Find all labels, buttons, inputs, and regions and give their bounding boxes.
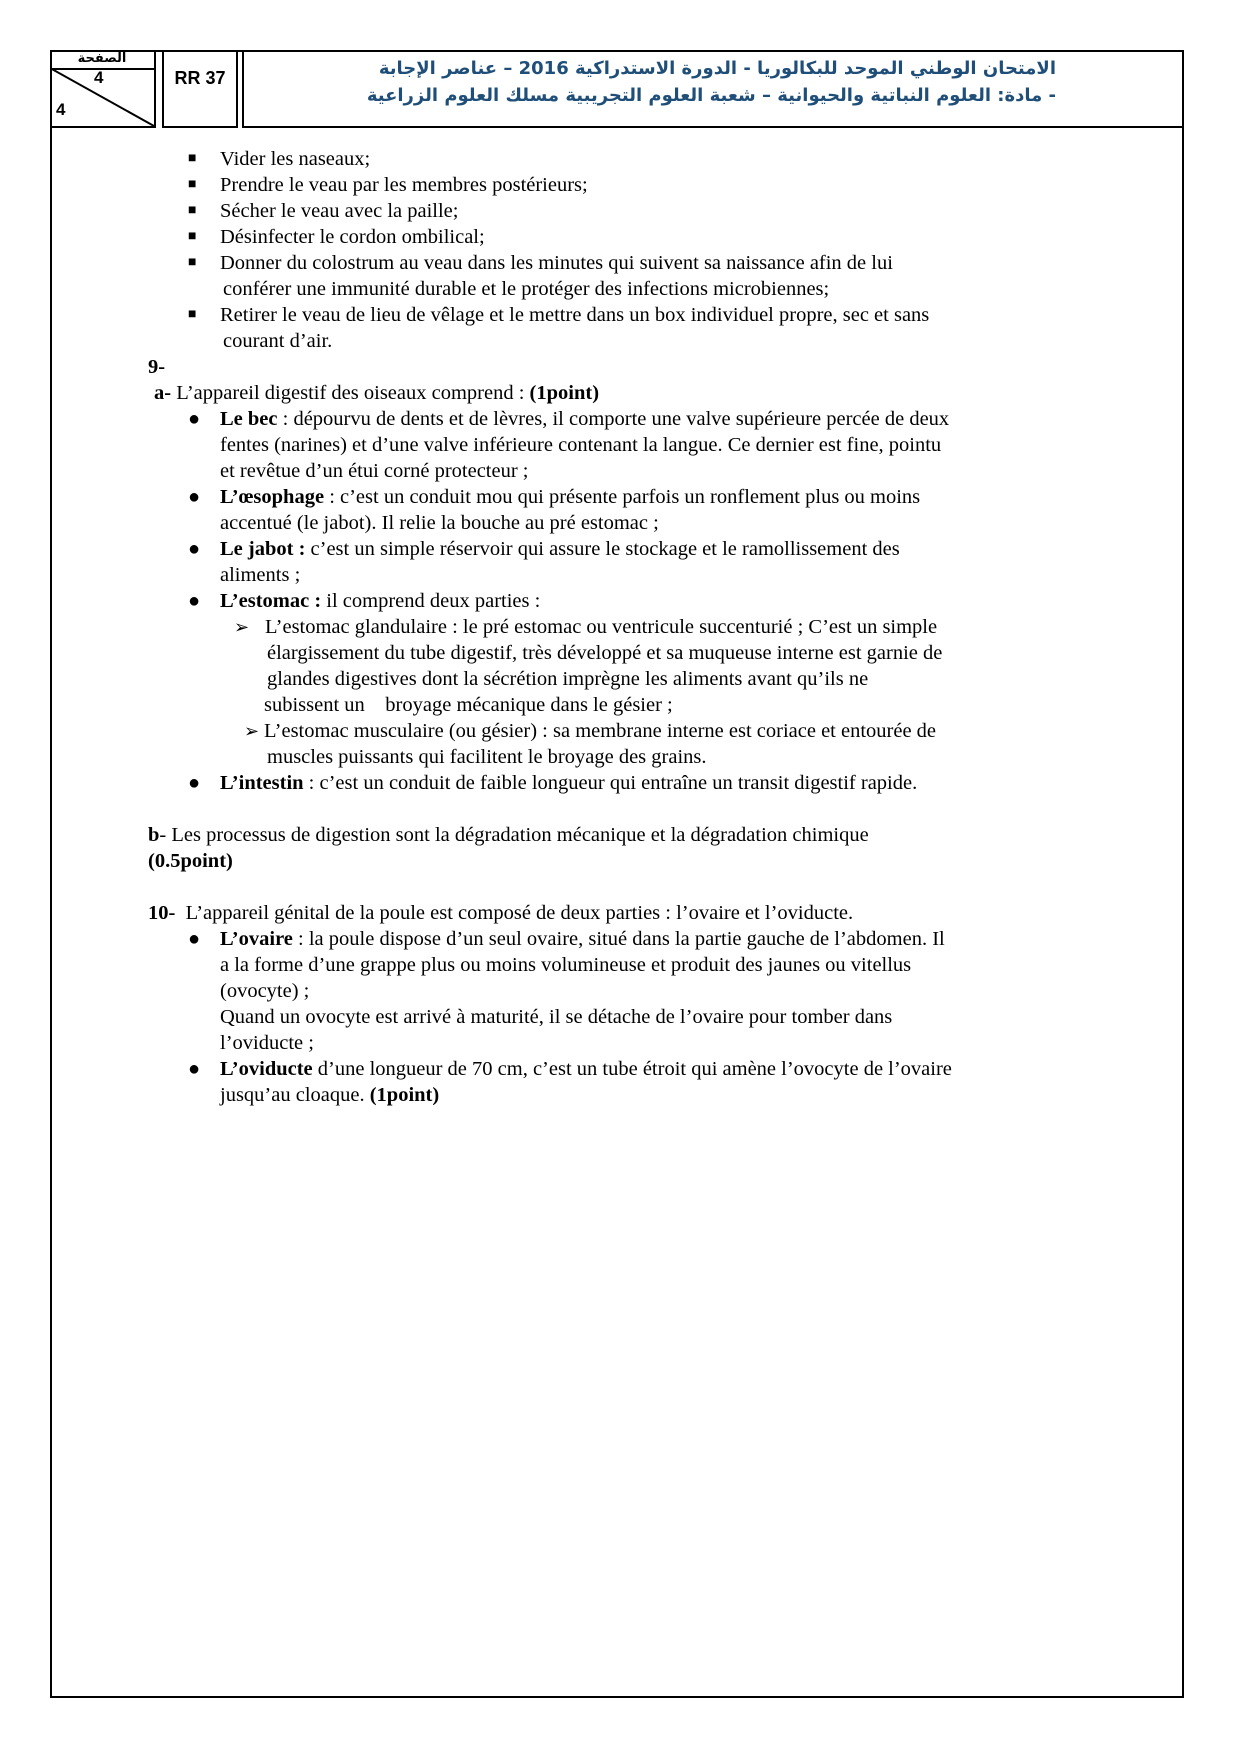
estomac-musculaire: ➢ L’estomac musculaire (ou gésier) : sa membrane interne est coriace et entourée de xyxy=(244,720,937,742)
title-line-2: - مادة: العلوم النباتية والحيوانية – شعبة العلوم التجريبية مسلك العلوم الزراعية xyxy=(366,85,1056,106)
page-number-box xyxy=(50,50,156,128)
square-bullet-icon: ■ xyxy=(188,151,197,166)
list-item: ■ Retirer le veau de lieu de vêlage et le mettre dans un box individuel propre, sec et sans xyxy=(188,304,930,326)
exam-title xyxy=(242,50,1184,128)
q9b-points: (0.5point) xyxy=(148,850,233,872)
bird-organ-jabot: ● Le jabot : c’est un simple réservoir qui assure le stockage et le ramollissement des xyxy=(188,538,900,560)
square-bullet-icon: ■ xyxy=(188,307,197,322)
text-line: accentué (le jabot). Il relie la bouche au pré estomac ; xyxy=(220,512,659,534)
bullet-icon: ● xyxy=(188,590,201,612)
list-item: ■ Sécher le veau avec la paille; xyxy=(188,200,459,222)
page-total: 4 xyxy=(56,100,66,119)
list-item-continuation: conférer une immunité durable et le protéger des infections microbiennes; xyxy=(223,278,830,300)
hen-organ-oviducte: ● L’oviducte d’une longueur de 70 cm, c’est un tube étroit qui amène l’ovocyte de l’ovaire xyxy=(188,1058,952,1080)
text-line: l’oviducte ; xyxy=(220,1032,314,1054)
bullet-icon: ● xyxy=(188,928,201,950)
list-item: ■ Vider les naseaux; xyxy=(188,148,371,170)
q9a-heading: a- L’appareil digestif des oiseaux comprend : (1point) xyxy=(154,382,600,404)
bullet-icon: ● xyxy=(188,486,201,508)
list-item: ■ Donner du colostrum au veau dans les minutes qui suivent sa naissance afin de lui xyxy=(188,252,893,274)
q9-number: 9- xyxy=(148,356,166,378)
text-line: a la forme d’une grappe plus ou moins volumineuse et produit des jaunes ou vitellus xyxy=(220,954,912,976)
text-line: (ovocyte) ; xyxy=(220,980,310,1002)
bullet-icon: ● xyxy=(188,772,201,794)
text-line: jusqu’au cloaque. (1point) xyxy=(220,1084,440,1106)
bird-organ-estomac: ● L’estomac : il comprend deux parties : xyxy=(188,590,541,612)
title-line-1: الامتحان الوطني الموحد للبكالوريا - الدورة الاستدراكية 2016 – عناصر الإجابة xyxy=(378,58,1056,79)
page-current: 4 xyxy=(94,68,104,87)
estomac-glandulaire: ➢ L’estomac glandulaire : le pré estomac ou ventricule succenturié ; C’est un simple xyxy=(234,616,938,638)
square-bullet-icon: ■ xyxy=(188,255,197,270)
bird-organ-bec: ● Le bec : dépourvu de dents et de lèvres, il comporte une valve supérieure percée de deux xyxy=(188,408,950,430)
list-item: ■ Prendre le veau par les membres postérieurs; xyxy=(188,174,588,196)
text-line: glandes digestives dont la sécrétion imprègne les aliments avant qu’ils ne xyxy=(267,668,869,690)
header xyxy=(50,50,1184,130)
bullet-icon: ● xyxy=(188,1058,201,1080)
arrow-bullet-icon: ➢ xyxy=(234,617,250,637)
text-line: aliments ; xyxy=(220,564,301,586)
square-bullet-icon: ■ xyxy=(188,203,197,218)
bullet-icon: ● xyxy=(188,408,201,430)
calf-care-list xyxy=(148,146,1128,354)
arrow-bullet-icon: ➢ xyxy=(244,721,260,741)
text-line: Quand un ovocyte est arrivé à maturité, il se détache de l’ovaire pour tomber dans xyxy=(220,1006,893,1028)
page-label: الصفحة xyxy=(50,50,154,70)
bullet-icon: ● xyxy=(188,538,201,560)
text-line: fentes (narines) et d’une valve inférieure contenant la langue. Ce dernier est fine, pointu xyxy=(220,434,942,456)
square-bullet-icon: ■ xyxy=(188,229,197,244)
q10-heading: 10- L’appareil génital de la poule est composé de deux parties : l’ovaire et l’oviducte. xyxy=(148,902,854,924)
answer-content xyxy=(148,146,1128,1108)
text-line: et revêtue d’un étui corné protecteur ; xyxy=(220,460,529,482)
list-item-continuation: courant d’air. xyxy=(223,330,333,352)
q9b-answer: b- Les processus de digestion sont la dégradation mécanique et la dégradation chimique xyxy=(148,824,869,846)
square-bullet-icon: ■ xyxy=(188,177,197,192)
bird-organ-intestin: ● L’intestin : c’est un conduit de faible longueur qui entraîne un transit digestif rapide. xyxy=(188,772,918,794)
hen-organ-ovaire: ● L’ovaire : la poule dispose d’un seul ovaire, situé dans la partie gauche de l’abdomen. Il xyxy=(188,928,945,950)
text-line: muscles puissants qui facilitent le broyage des grains. xyxy=(267,746,707,768)
exam-code: RR 37 xyxy=(162,50,238,128)
bird-organ-oesophage: ● L’œsophage : c’est un conduit mou qui présente parfois un ronflement plus ou moins xyxy=(188,486,921,508)
list-item: ■ Désinfecter le cordon ombilical; xyxy=(188,226,485,248)
text-line: élargissement du tube digestif, très développé et sa muqueuse interne est garnie de xyxy=(267,642,943,664)
text-line: subissent un broyage mécanique dans le gésier ; xyxy=(264,694,673,716)
